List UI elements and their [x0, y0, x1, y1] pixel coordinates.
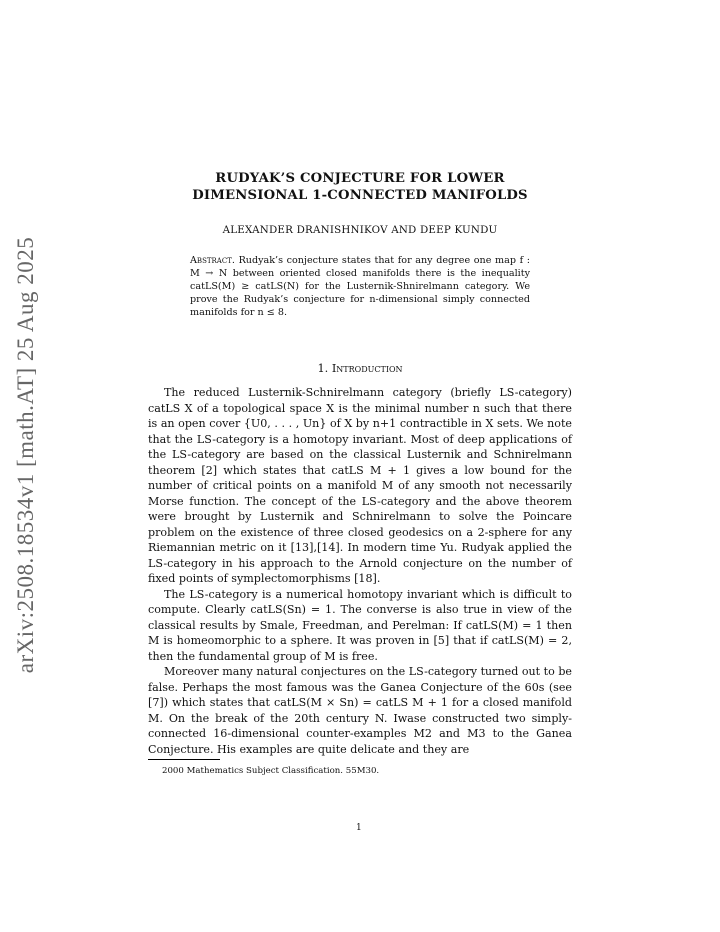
abstract	[190, 254, 530, 319]
abstract-text: Rudyak’s conjecture states that for any degree one map f : M → N between oriented closed manifolds there is the inequality catLS(M) ≥ catLS(N) for the Lusternik-Shnirelmann category. We prove the Rudyak’s conjecture for n-dimensional simply connected manifolds for n ≤ 8.	[190, 255, 530, 319]
title-line-1: RUDYAK’S CONJECTURE FOR LOWER	[215, 171, 505, 186]
paragraph: The LS-category is a numerical homotopy invariant which is difficult to compute. Clearly catLS(Sn) = 1. The converse is also true in view of the classical results by Smale, Freedman, and Perelman: If catLS(M) = 1 then M is homeomorphic to a sphere. It was proven in [5] that if catLS(M) = 2, then the fundamental group of M is free.	[148, 587, 572, 663]
body-text	[148, 385, 572, 757]
paragraph: Moreover many natural conjectures on the LS-category turned out to be false. Perhaps the most famous was the Ganea Conjecture of the 60s (see [7]) which states that catLS(M × Sn) = catLS M + 1 for a closed manifold M. On the break of the 20th century N. Iwase constructed two simply-connected 16-dimensional counter-examples M2 and M3 to the Ganea Conjecture. His examples are quite delicate and they are	[148, 665, 572, 756]
footnote: 2000 Mathematics Subject Classification. 55M30.	[162, 766, 380, 777]
footnote-rule	[148, 759, 220, 760]
arxiv-identifier-sidebar	[8, 236, 44, 674]
abstract-label: Abstract.	[190, 255, 235, 266]
section-heading: 1. Introduction	[317, 362, 403, 376]
paper-page	[148, 170, 572, 776]
arxiv-identifier: arXiv:2508.18534v1 [math.AT] 25 Aug 2025	[13, 236, 38, 674]
page-number: 1	[356, 823, 362, 833]
title-line-2: DIMENSIONAL 1-CONNECTED MANIFOLDS	[192, 188, 528, 203]
authors: ALEXANDER DRANISHNIKOV AND DEEP KUNDU	[222, 224, 498, 236]
paper-title	[148, 170, 572, 204]
paragraph: The reduced Lusternik-Schnirelmann category (briefly LS-category) catLS X of a topological space X is the minimal number n such that there is an open cover {U0, . . . , Un} of X by n+1 contractible in X sets. We note that the LS-category is a homotopy invariant. Most of deep applications of the LS-category are based on the classical Lusternik and Schnirelmann theorem [2] which states that catLS M + 1 gives a low bound for the number of critical points on a manifold M of any smooth not necessarily Morse function. The concept of the LS-category and the above theorem were brought by Lusternik and Schnirelmann to solve the Poincare problem on the existence of three closed geodesics on a 2-sphere for any Riemannian metric on it [13],[14]. In modern time Yu. Rudyak applied the LS-category in his approach to the Arnold conjecture on the number of fixed points of symplectomorphisms [18].	[148, 386, 572, 586]
